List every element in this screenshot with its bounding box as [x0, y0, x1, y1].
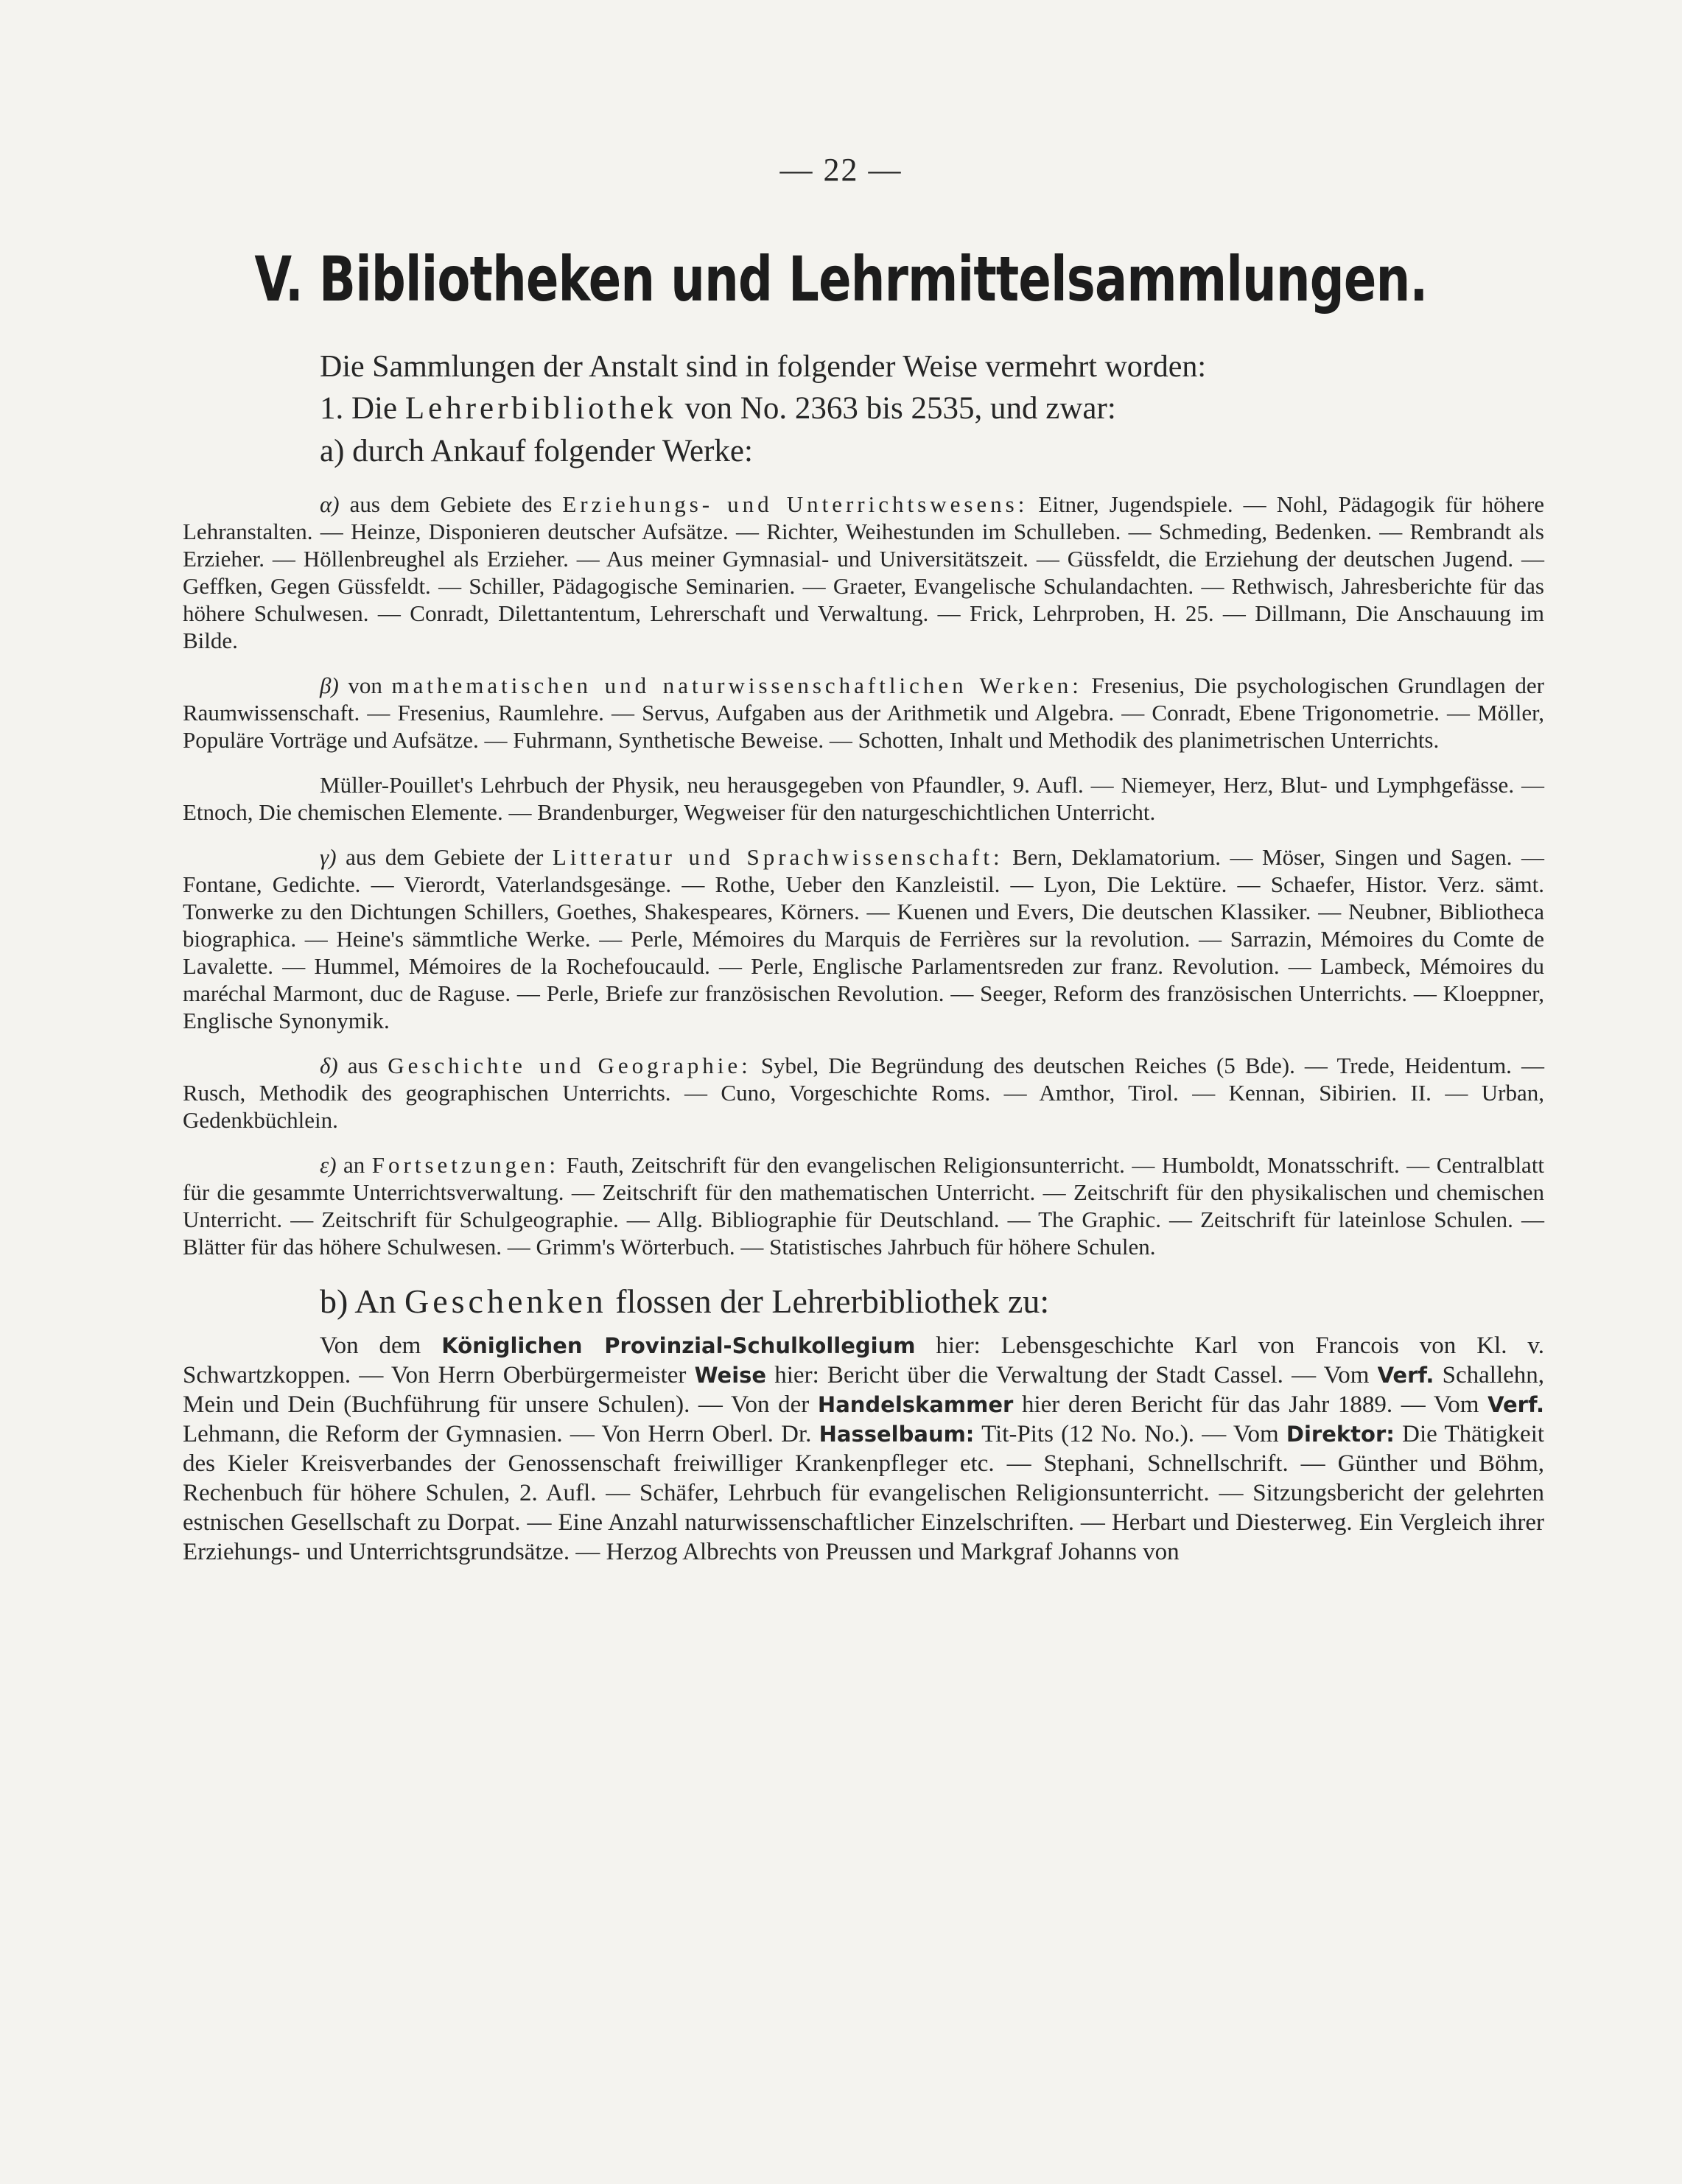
gamma-paragraph: γ) aus dem Gebiete der Litteratur und Sprachwissenschaft: Bern, Deklamatorium. — Möser, Singen und Sagen. — Fontane, Gedichte. — Vierordt, Vaterlandsgesänge. — Rothe, Ueber den Kanzleistil. — Lyon, Die Lektüre. — Schaefer, Histor. Verz. sämt. Tonwerke zu den Dichtungen Schillers, Goethes, Shakespeares, Körners. — Kuenen und Evers, Die deutschen Klassiker. — Neubner, Bibliotheca biographica. — Heine's sämmtliche Werke. — Perle, Mémoires du Marquis de Ferrières sur la revolution. — Sarrazin, Mémoires du Comte de Lavalette. — Hummel, Mémoires de la Rochefoucauld. — Perle, Englische Parlamentsreden zur franz. Revolution. — Lambeck, Mémoires du maréchal Marmont, duc de Raguse. — Perle, Briefe zur französischen Revolution. — Seeger, Reform des französischen Unterrichts. — Kloeppner, Englische Synonymik.	[183, 844, 1544, 1033]
intro-line: Die Sammlungen der Anstalt sind in folgender Weise vermehrt worden:	[320, 350, 1207, 384]
item-1-heading: 1. Die Lehrerbibliothek von No. 2363 bis 2535, und zwar:	[320, 391, 1116, 426]
beta-paragraph-2: Müller-Pouillet's Lehrbuch der Physik, neu herausgegeben von Pfaundler, 9. Aufl. — Niemeyer, Herz, Blut- und Lymphgefässe. — Etnoch, Die chemischen Elemente. — Brandenburger, Wegweiser für den naturgeschichtlichen Unterricht.	[183, 772, 1544, 825]
chapter-title: V. Bibliotheken und Lehrmittelsammlungen.	[254, 243, 1428, 315]
body-text	[183, 346, 1544, 1567]
page-number: — 22 —	[779, 152, 903, 188]
section-b-heading: b) An Geschenken flossen der Lehrerbibliothek zu:	[320, 1282, 1050, 1320]
epsilon-paragraph: ε) an Fortsetzungen: Fauth, Zeitschrift für den evangelischen Religionsunterricht. — Humboldt, Monatsschrift. — Centralblatt für die gesammte Unterrichtsverwaltung. — Zeitschrift für den mathematischen Unterricht. — Zeitschrift für den physikalischen und chemischen Unterricht. — Zeitschrift für Schulgeographie. — Allg. Bibliographie für Deutschland. — The Graphic. — Zeitschrift für lateinlose Schulen. — Blätter für das höhere Schulwesen. — Grimm's Wörterbuch. — Statistisches Jahrbuch für höhere Schulen.	[183, 1152, 1545, 1260]
gifts-paragraph: Von dem Königlichen Provinzial-Schulkollegium hier: Lebensgeschichte Karl von Francois von Kl. v. Schwartzkoppen. — Von Herrn Oberbürgermeister Weise hier: Bericht über die Verwaltung der Stadt Cassel. — Vom Verf. Schallehn, Mein und Dein (Buchführung für unsere Schulen). — Von der Handelskammer hier deren Bericht für das Jahr 1889. — Vom Verf. Lehmann, die Reform der Gymnasien. — Von Herrn Oberl. Dr. Hasselbaum: Tit-Pits (12 No. No.). — Vom Direktor: Die Thätigkeit des Kieler Kreisverbandes der Genossenschaft freiwilliger Krankenpfleger etc. — Stephani, Schnellschrift. — Günther und Böhm, Rechenbuch für höhere Schulen, 2. Aufl. — Schäfer, Lehrbuch für evangelischen Religionsunterricht. — Sitzungsbericht der gelehrten estnischen Gesellschaft zu Dorpat. — Eine Anzahl naturwissenschaftlicher Einzelschriften. — Herbart und Diesterweg. Ein Vergleich ihrer Erziehungs- und Unterrichtsgrundsätze. — Herzog Albrechts von Preussen und Markgraf Johanns von	[183, 1332, 1545, 1565]
alpha-paragraph: α) aus dem Gebiete des Erziehungs- und Unterrichtswesens: Eitner, Jugendspiele. — Nohl, Pädagogik für höhere Lehranstalten. — Heinze, Disponieren deutscher Aufsätze. — Richter, Weihestunden im Schulleben. — Schmeding, Bedenken. — Rembrandt als Erzieher. — Höllenbreughel als Erzieher. — Aus meiner Gymnasial- und Universitätszeit. — Güssfeldt, die Erziehung der deutschen Jugend. — Geffken, Gegen Güssfeldt. — Schiller, Pädagogische Seminarien. — Graeter, Evangelische Schulandachten. — Rethwisch, Jahresberichte für das höhere Schulwesen. — Conradt, Dilettantentum, Lehrerschaft und Verwaltung. — Frick, Lehrproben, H. 25. — Dillmann, Die Anschauung im Bilde.	[183, 491, 1544, 653]
delta-paragraph: δ) aus Geschichte und Geographie: Sybel, Die Begründung des deutschen Reiches (5 Bde). — Trede, Heidentum. — Rusch, Methodik des geographischen Unterrichts. — Cuno, Vorgeschichte Roms. — Amthor, Tirol. — Kennan, Sibirien. II. — Urban, Gedenkbüchlein.	[183, 1053, 1544, 1133]
lehrerbibliothek-term: Lehrerbibliothek	[404, 391, 677, 426]
beta-paragraph: β) von mathematischen und naturwissenschaftlichen Werken: Fresenius, Die psychologischen Grundlagen der Raumwissenschaft. — Fresenius, Raumlehre. — Servus, Aufgaben aus der Arithmetik und Algebra. — Conradt, Ebene Trigonometrie. — Möller, Populäre Vorträge und Aufsätze. — Fuhrmann, Synthetische Beweise. — Schotten, Inhalt und Methodik des planimetrischen Unterrichts.	[183, 673, 1544, 753]
section-a-heading: a) durch Ankauf folgender Werke:	[320, 434, 753, 468]
